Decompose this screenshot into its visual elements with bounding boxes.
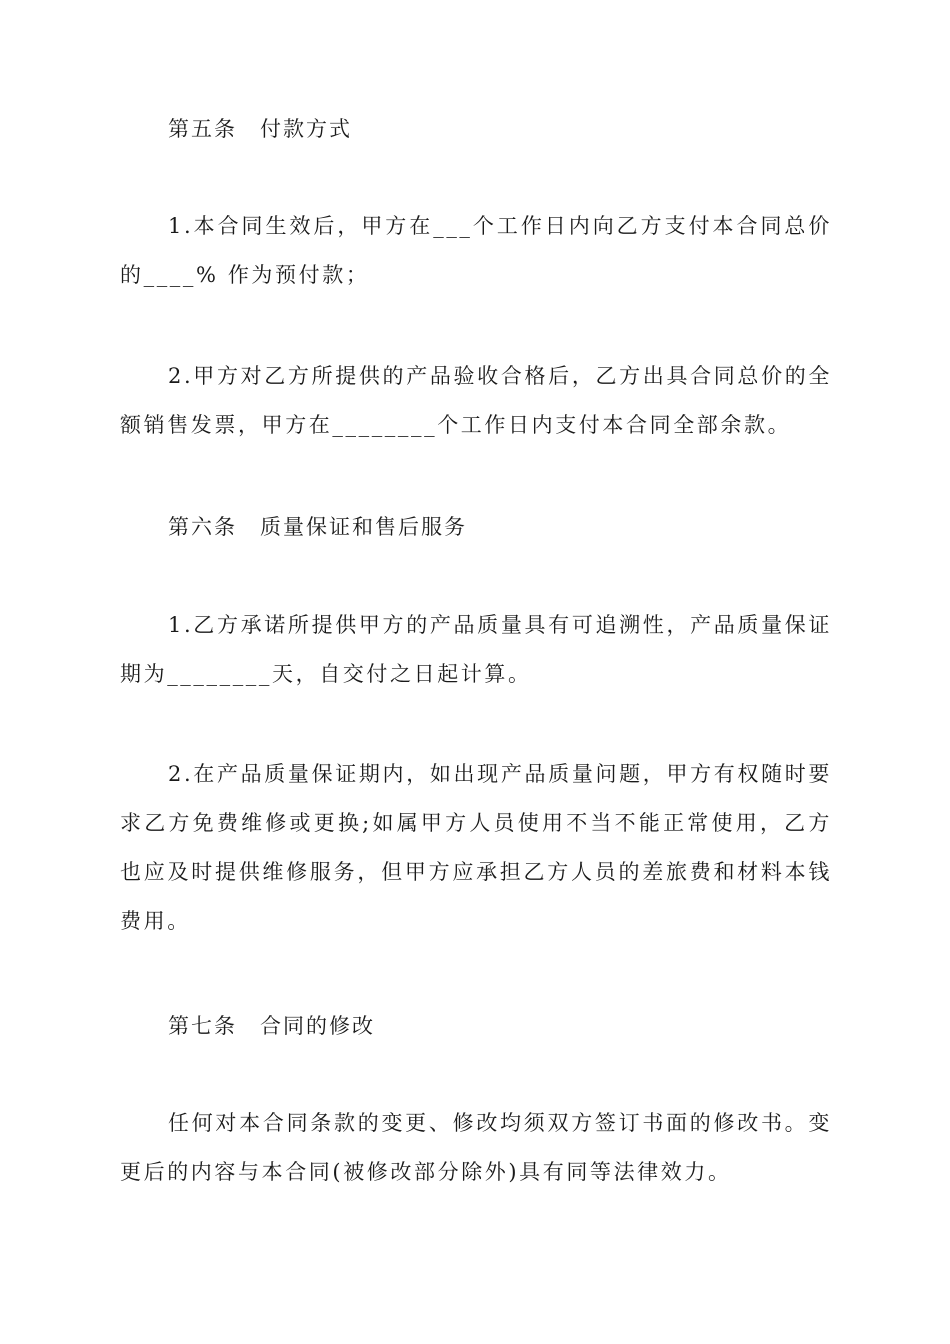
paragraph-6-1: 1.乙方承诺所提供甲方的产品质量具有可追溯性，产品质量保证期为________天，自交付之日起计算。 xyxy=(120,613,832,686)
paragraph-7-1: 任何对本合同条款的变更、修改均须双方签订书面的修改书。变更后的内容与本合同(被修改部分除外)具有同等法律效力。 xyxy=(120,1111,832,1184)
paragraph-6-2: 2.在产品质量保证期内，如出现产品质量问题，甲方有权随时要求乙方免费维修或更换;如属甲方人员使用不当不能正常使用，乙方也应及时提供维修服务，但甲方应承担乙方人员的差旅费和材料本钱费用。 xyxy=(120,762,832,933)
section-heading-7: 第七条 合同的修改 xyxy=(168,1014,375,1038)
section-heading-6: 第六条 质量保证和售后服务 xyxy=(168,515,467,539)
paragraph-5-2: 2.甲方对乙方所提供的产品验收合格后，乙方出具合同总价的全额销售发票，甲方在________个工作日内支付本合同全部余款。 xyxy=(120,364,832,437)
section-heading-5: 第五条 付款方式 xyxy=(168,117,352,141)
paragraph-5-1: 1.本合同生效后，甲方在___个工作日内向乙方支付本合同总价的____% 作为预付款； xyxy=(120,214,832,287)
